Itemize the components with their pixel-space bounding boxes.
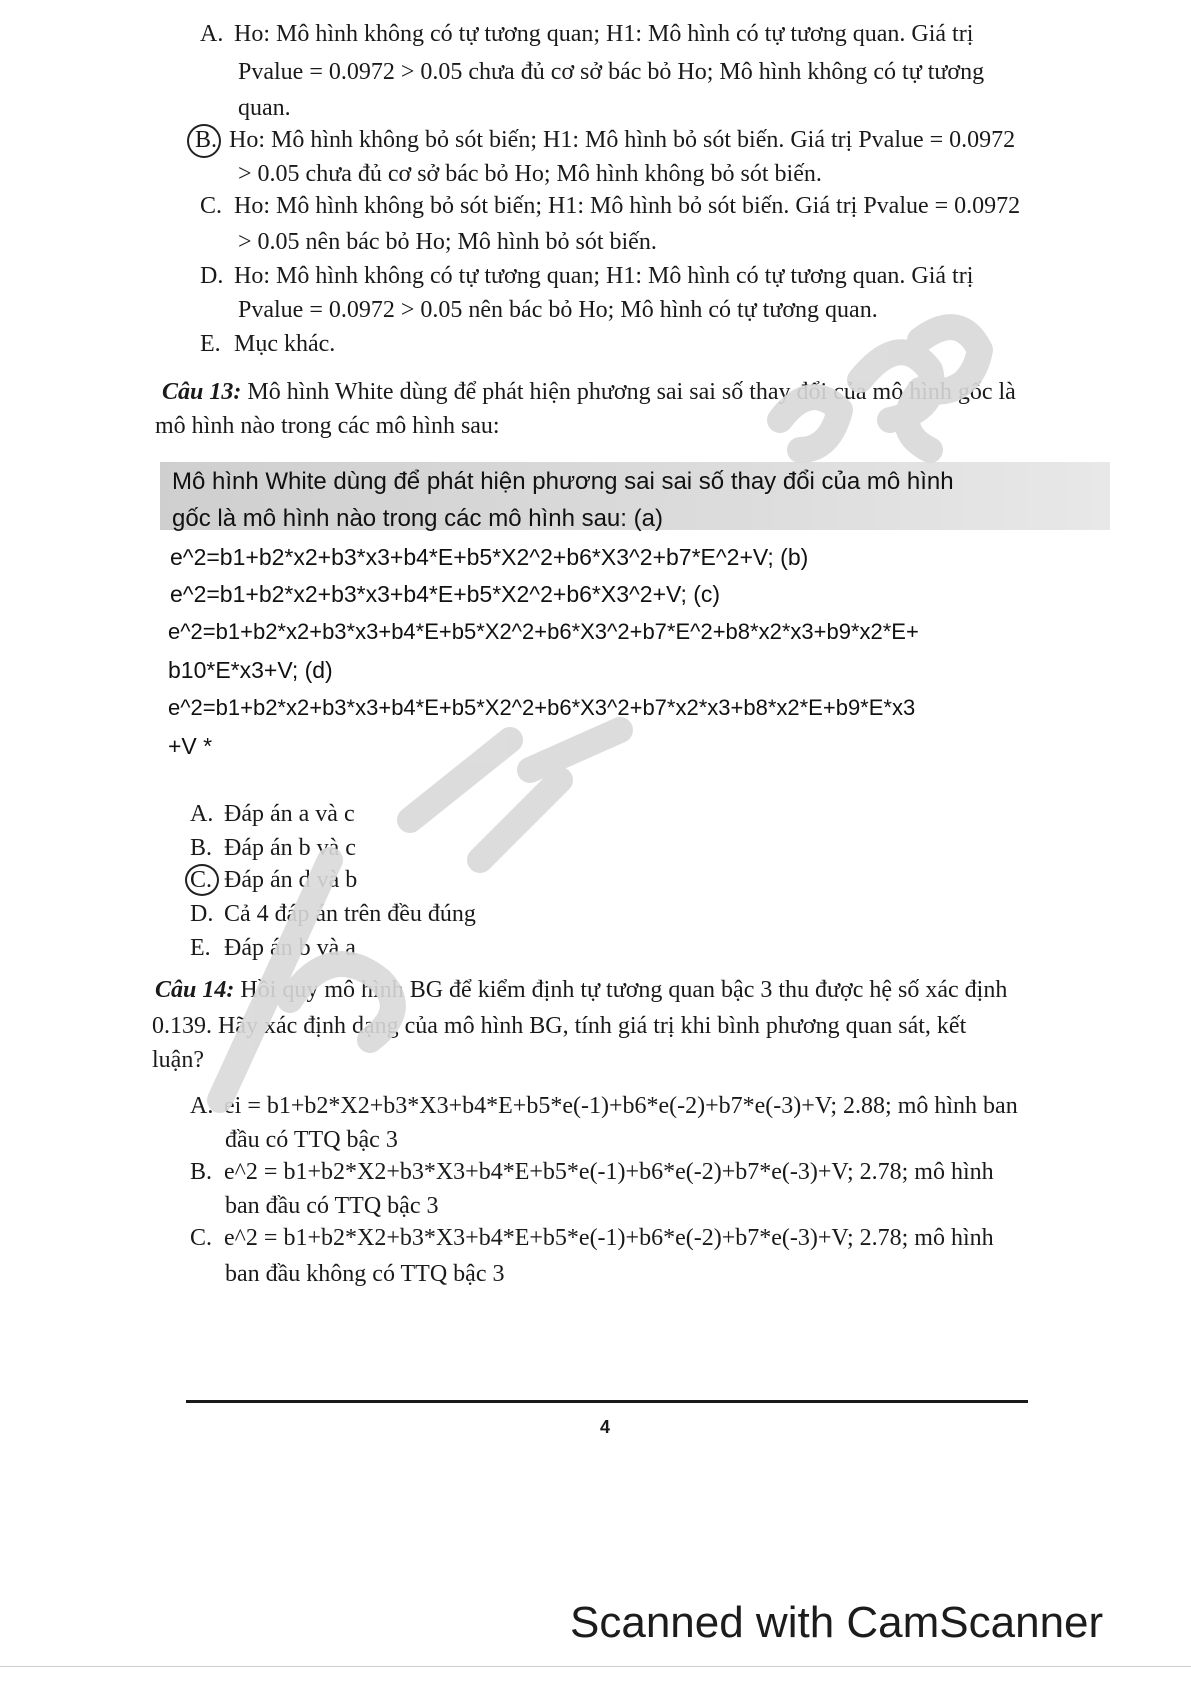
q14-option-c	[190, 1224, 994, 1252]
q14-option-b	[190, 1158, 994, 1186]
bottom-divider	[0, 1666, 1191, 1667]
pasted-line-6: b10*E*x3+V; (d)	[168, 657, 333, 683]
pasted-line-2: gốc là mô hình nào trong các mô hình sau: (a)	[172, 505, 663, 532]
q14-option-c-line2: ban đầu không có TTQ bậc 3	[225, 1261, 505, 1287]
option-text: Ho: Mô hình không có tự tương quan; H1: Mô hình có tự tương quan. Giá trị	[234, 21, 974, 47]
option-letter: B.	[195, 127, 218, 153]
option-text: Ho: Mô hình không bỏ sót biến; H1: Mô hình bỏ sót biến. Giá trị Pvalue = 0.0972	[234, 193, 1021, 219]
option-text: Đáp án d và b	[224, 867, 358, 893]
pasted-line-8: +V *	[168, 733, 213, 759]
prev-option-a	[200, 20, 973, 48]
option-text: Đáp án b và c	[224, 835, 356, 861]
prev-option-c	[200, 192, 1020, 220]
camscanner-footer: Scanned with CamScanner	[570, 1598, 1104, 1647]
option-letter: B.	[190, 1159, 213, 1185]
pasted-line-5: e^2=b1+b2*x2+b3*x3+b4*E+b5*X2^2+b6*X3^2+b7*E^2+b8*x2*x3+b9*x2*E+	[168, 619, 919, 644]
option-letter: A.	[200, 21, 224, 47]
q13-stem	[162, 378, 1016, 406]
pasted-line-4: e^2=b1+b2*x2+b3*x3+b4*E+b5*X2^2+b6*X3^2+V; (c)	[170, 581, 721, 607]
q13-option-e	[190, 934, 356, 962]
pasted-line-1: Mô hình White dùng để phát hiện phương sai sai số thay đổi của mô hình	[172, 468, 954, 495]
q14-option-b-line2: ban đầu có TTQ bậc 3	[225, 1193, 439, 1219]
question-label: Câu 13:	[162, 379, 242, 405]
option-text: Cả 4 đáp án trên đều đúng	[224, 901, 476, 927]
prev-option-d	[200, 262, 973, 290]
option-letter: E.	[200, 331, 221, 357]
option-letter: B.	[190, 835, 213, 861]
q13-stem-line2: mô hình nào trong các mô hình sau:	[155, 413, 500, 439]
q13-option-d	[190, 900, 476, 928]
option-text: Ho: Mô hình không có tự tương quan; H1: Mô hình có tự tương quan. Giá trị	[234, 263, 974, 289]
prev-option-a-line3: quan.	[238, 95, 291, 121]
pasted-line-3: e^2=b1+b2*x2+b3*x3+b4*E+b5*X2^2+b6*X3^2+b7*E^2+V; (b)	[170, 544, 809, 570]
q13-option-c	[190, 866, 357, 894]
q14-option-a-line2: đầu có TTQ bậc 3	[225, 1127, 398, 1153]
option-text: e^2 = b1+b2*X2+b3*X3+b4*E+b5*e(-1)+b6*e(-2)+b7*e(-3)+V; 2.78; mô hình	[224, 1159, 994, 1185]
option-letter: C.	[200, 193, 223, 219]
option-text: Mục khác.	[234, 331, 336, 357]
question-text: Mô hình White dùng để phát hiện phương sai sai số thay đổi của mô hình gốc là	[241, 379, 1016, 405]
question-text: Hồi quy mô hình BG để kiểm định tự tương quan bậc 3 thu được hệ số xác định	[234, 977, 1008, 1003]
q14-stem	[155, 976, 1007, 1004]
q13-option-b	[190, 834, 356, 862]
prev-option-c-line2: > 0.05 nên bác bỏ Ho; Mô hình bỏ sót biến.	[238, 229, 657, 255]
prev-option-e	[200, 330, 335, 358]
option-letter: A.	[190, 1093, 214, 1119]
option-letter: A.	[190, 801, 214, 827]
option-letter: D.	[200, 263, 224, 289]
option-text: Đáp án a và c	[224, 801, 355, 827]
prev-option-b	[195, 126, 1015, 154]
page-number: 4	[600, 1417, 611, 1437]
prev-option-d-line2: Pvalue = 0.0972 > 0.05 nên bác bỏ Ho; Mô hình có tự tương quan.	[238, 297, 878, 323]
q13-option-a	[190, 800, 355, 828]
q14-option-a	[190, 1092, 1018, 1120]
question-label: Câu 14:	[155, 977, 235, 1003]
option-letter: C.	[190, 1225, 213, 1251]
q14-stem-line2: 0.139. Hãy xác định dạng của mô hình BG, tính giá trị khi bình phương quan sát, kết	[152, 1013, 967, 1039]
option-letter: D.	[190, 901, 214, 927]
option-letter: E.	[190, 935, 211, 961]
prev-option-b-line2: > 0.05 chưa đủ cơ sở bác bỏ Ho; Mô hình không bỏ sót biến.	[238, 161, 822, 187]
footer-rule	[186, 1400, 1028, 1403]
prev-option-a-line2: Pvalue = 0.0972 > 0.05 chưa đủ cơ sở bác bỏ Ho; Mô hình không có tự tương	[238, 59, 985, 85]
q14-stem-line3: luận?	[152, 1047, 204, 1073]
option-text: Đáp án b và a	[224, 935, 356, 961]
pasted-line-7: e^2=b1+b2*x2+b3*x3+b4*E+b5*X2^2+b6*X3^2+b7*x2*x3+b8*x2*E+b9*E*x3	[168, 695, 916, 720]
option-text: ei = b1+b2*X2+b3*X3+b4*E+b5*e(-1)+b6*e(-2)+b7*e(-3)+V; 2.88; mô hình ban	[224, 1093, 1018, 1119]
option-text: Ho: Mô hình không bỏ sót biến; H1: Mô hình bỏ sót biến. Giá trị Pvalue = 0.0972	[229, 127, 1016, 153]
option-letter: C.	[190, 867, 213, 893]
option-text: e^2 = b1+b2*X2+b3*X3+b4*E+b5*e(-1)+b6*e(-2)+b7*e(-3)+V; 2.78; mô hình	[224, 1225, 994, 1251]
